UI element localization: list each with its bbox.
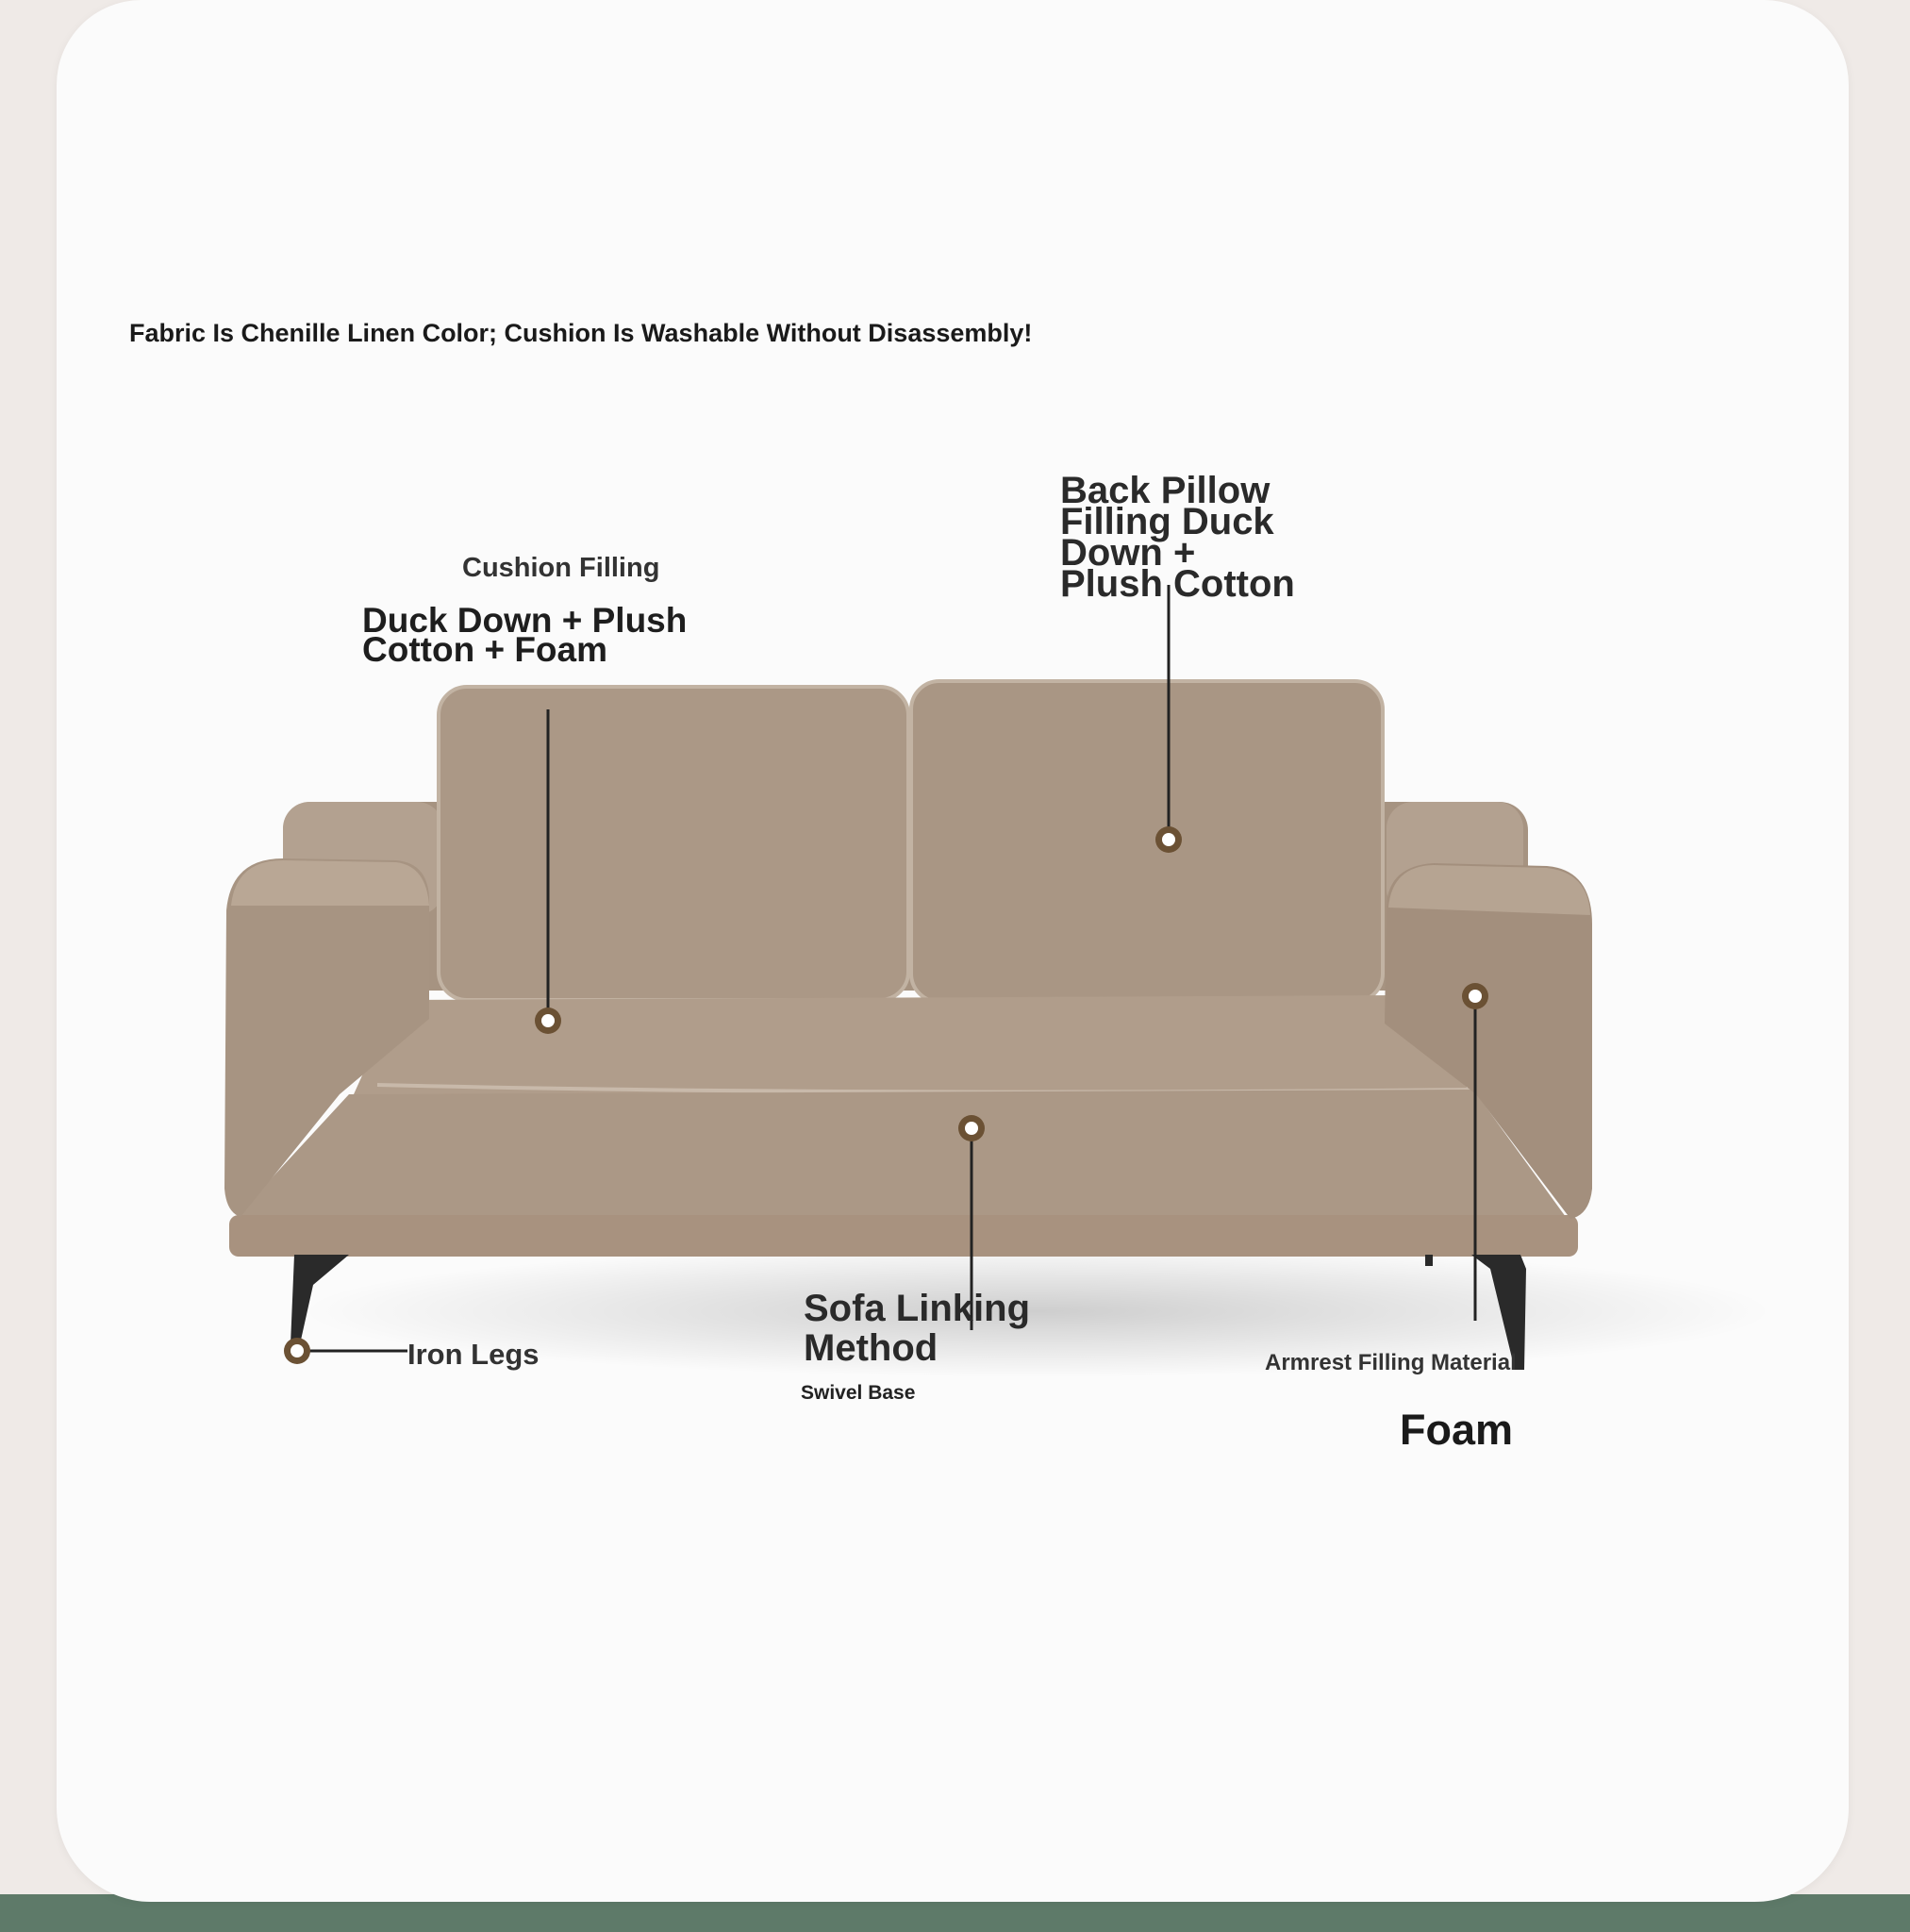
- armrest-filling-value: Foam: [1400, 1406, 1514, 1454]
- sofa-linking-value: Swivel Base: [801, 1382, 916, 1404]
- sofa-base: [229, 1215, 1578, 1257]
- marker-back-pillow: [1155, 826, 1182, 853]
- marker-armrest: [1462, 983, 1488, 1009]
- seat-front: [236, 1090, 1566, 1217]
- back-pillow-filling-text: Back Pillow Filling Duck Down + Plush Cotton: [1060, 470, 1295, 605]
- back-pillow-right: [911, 681, 1383, 1002]
- cushion-filling-label: Cushion Filling: [462, 553, 660, 583]
- seat-cushion-top: [354, 995, 1471, 1094]
- back-pillow-left: [439, 687, 908, 1000]
- marker-legs: [284, 1338, 310, 1364]
- leg-rear-right: [1425, 1255, 1433, 1266]
- marker-cushion: [535, 1008, 561, 1034]
- headline-text: Fabric Is Chenille Linen Color; Cushion Is Washable Without Disassembly!: [129, 319, 1033, 347]
- sofa-linking-label: Sofa Linking Method: [804, 1288, 1030, 1369]
- marker-linking: [958, 1115, 985, 1141]
- iron-legs-label: Iron Legs: [407, 1338, 540, 1371]
- left-armrest-top: [231, 860, 429, 906]
- armrest-filling-label: Armrest Filling Material: [1265, 1350, 1517, 1375]
- cushion-filling-value: Duck Down + Plush Cotton + Foam: [362, 601, 688, 669]
- right-armrest-top: [1388, 865, 1590, 915]
